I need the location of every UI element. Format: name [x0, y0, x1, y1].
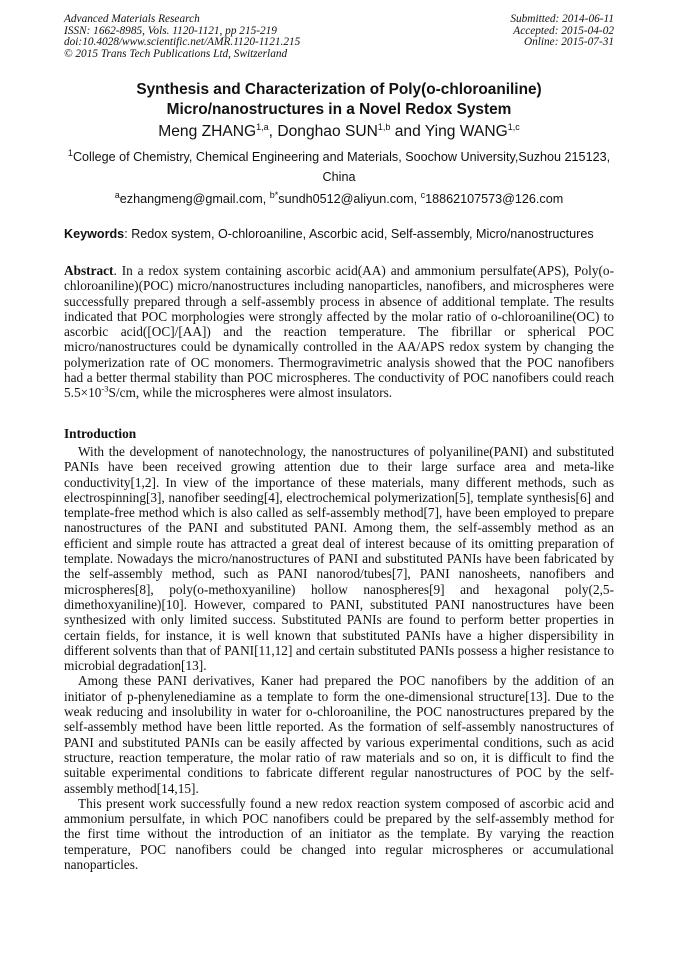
affiliation-sup: 1 [67, 147, 73, 158]
title-line-2: Micro/nanostructures in a Novel Redox System [166, 101, 512, 118]
author-affil-sup: 1,b [377, 121, 391, 132]
paper-title [64, 80, 614, 120]
author-affil-sup: 1,c [507, 121, 520, 132]
intro-paragraph-1: With the development of nanotechnology, the nanostructures of polyaniline(PANI) and substituted PANIs have been received growing attention due to their large surface area and meta-like conductivity[1,2]. In view of the importance of these materials, many different methods, such as electrospinning[3], nanofiber seeding[4], electrochemical polymerization[5], template synthesis[6] and template-free method which is also called as self-assembly method[7], have been employed to prepare nanostructures of the PANI and substituted PANI. Among them, the self-assembly method as an efficient and simple route has attracted a great deal of interest because of its omitting preparation of template. Nowadays the micro/nanostructures of PANI and substituted PANIs have been fabricated by the self-assembly method, such as PANI nanorod/tubes[7], PANI nanosheets, nanofibers and microspheres[8], poly(o-methoxyaniline) hollow nanospheres[9] and hexagonal poly(2,5-dimethoxyaniline)[10]. However, compared to PANI, substituted PANI nanostructures have been synthesized with only limited success. Substituted PANIs are found to perform better properties in certain fields, for instance, it is well known that substituted PANIs have a higher dispersibility in different solvents than that of PANI[11,12] and certain substituted PANIs possess a higher resistance to microbial degradation[13]. [64, 444, 614, 674]
abstract [64, 263, 614, 401]
abstract-text-end: S/cm, while the microspheres were almost insulators. [108, 385, 393, 401]
author-name: Ying WANG [424, 123, 508, 140]
author-list [64, 122, 614, 142]
email-link[interactable]: ezhangmeng@gmail.com [119, 192, 263, 206]
issn-line: ISSN: 1662-8985, Vols. 1120-1121, pp 215-219 [64, 24, 277, 37]
email-link[interactable]: sundh0512@aliyun.com [278, 192, 414, 206]
doi-line: doi:10.4028/www.scientific.net/AMR.1120-1121.215 [64, 36, 301, 49]
author-separator: , [268, 123, 278, 140]
journal-header-right [510, 14, 614, 49]
author-affil-sup: 1,a [256, 121, 269, 132]
abstract-exponent: -3 [101, 383, 109, 394]
affiliation [60, 147, 618, 187]
email-link[interactable]: 18862107573@126.com [425, 192, 564, 206]
introduction-body [64, 444, 614, 872]
email-sup: a [114, 189, 120, 200]
email-sup: c [420, 189, 426, 200]
email-separator: , [262, 192, 270, 206]
journal-name: Advanced Materials Research [64, 13, 200, 25]
intro-paragraph-2: Among these PANI derivatives, Kaner had prepared the POC nanofibers by the addition of an initiator of p-phenylenediamine as a template to form the one-dimensional structure[13]. Due to the weak reducing and insolubility in water for o-chloroaniline, the POC nanostructures prepared by the self-assembly method have been little reported. As the formation of self-assembly nanostructures of PANI and substituted PANIs can be easily affected by various experimental conditions, such as acid structure, reaction temperature, the molar ratio of raw materials and so on, it is difficult to find the suitable experimental conditions to fabricate different regular nanostructures of POC by the self-assembly method[14,15]. [64, 673, 614, 796]
title-line-1: Synthesis and Characterization of Poly(o-chloroaniline) [136, 81, 542, 98]
abstract-text: . In a redox system containing ascorbic acid(AA) and ammonium persulfate(APS), Poly(o-chloroaniline)(POC) micro/nanostructures including nanoparticles, nanofibers, and microspheres were successfully prepared through a self-assembly process in absence of additional template. The results indicated that POC morphologies were strongly affected by the molar ratio of o-chloroaniline(OC) to ascorbic acid([OC]/[AA]) and the reaction temperature. The fibrillar or spherical POC micro/nanostructures could be dynamically controlled in the AA/APS redox system by changing the polymerization rate of OC monomers. Thermogravimetric analysis showed that the POC nanofibers had a better thermal stability than POC microspheres. The conductivity of POC nanofibers could reach 5.5×10 [64, 263, 614, 401]
section-heading-introduction: Introduction [64, 426, 137, 441]
email-sup: b* [269, 189, 279, 200]
email-list [64, 191, 614, 207]
accepted-date: Accepted: 2015-04-02 [513, 24, 614, 37]
intro-paragraph-3: This present work successfully found a new redox reaction system composed of ascorbic acid and ammonium persulfate, in which POC nanofibers could be prepared by the self-assembly method for the first time without the introduction of an initiator as the template. By varying the reaction temperature, POC nanofibers could be changed into regular microspheres or accumulational nanoparticles. [64, 795, 614, 873]
keywords-text: : Redox system, O-chloroaniline, Ascorbic acid, Self-assembly, Micro/nanostructures [124, 227, 594, 241]
affiliation-line-2: China [322, 170, 356, 184]
author-separator: and [390, 123, 425, 140]
submitted-date: Submitted: 2014-06-11 [510, 13, 614, 25]
author-name: Donghao SUN [277, 123, 378, 140]
affiliation-line-1: College of Chemistry, Chemical Engineering and Materials, Soochow University,Suzhou 215123, [72, 150, 611, 164]
copyright-line: © 2015 Trans Tech Publications Ltd, Switzerland [64, 47, 288, 60]
email-separator: , [413, 192, 421, 206]
author-name: Meng ZHANG [158, 123, 257, 140]
online-date: Online: 2015-07-31 [523, 36, 614, 49]
abstract-label: Abstract [64, 263, 114, 278]
keywords [64, 226, 624, 242]
keywords-label: Keywords [64, 227, 125, 241]
journal-header-left [64, 14, 300, 60]
